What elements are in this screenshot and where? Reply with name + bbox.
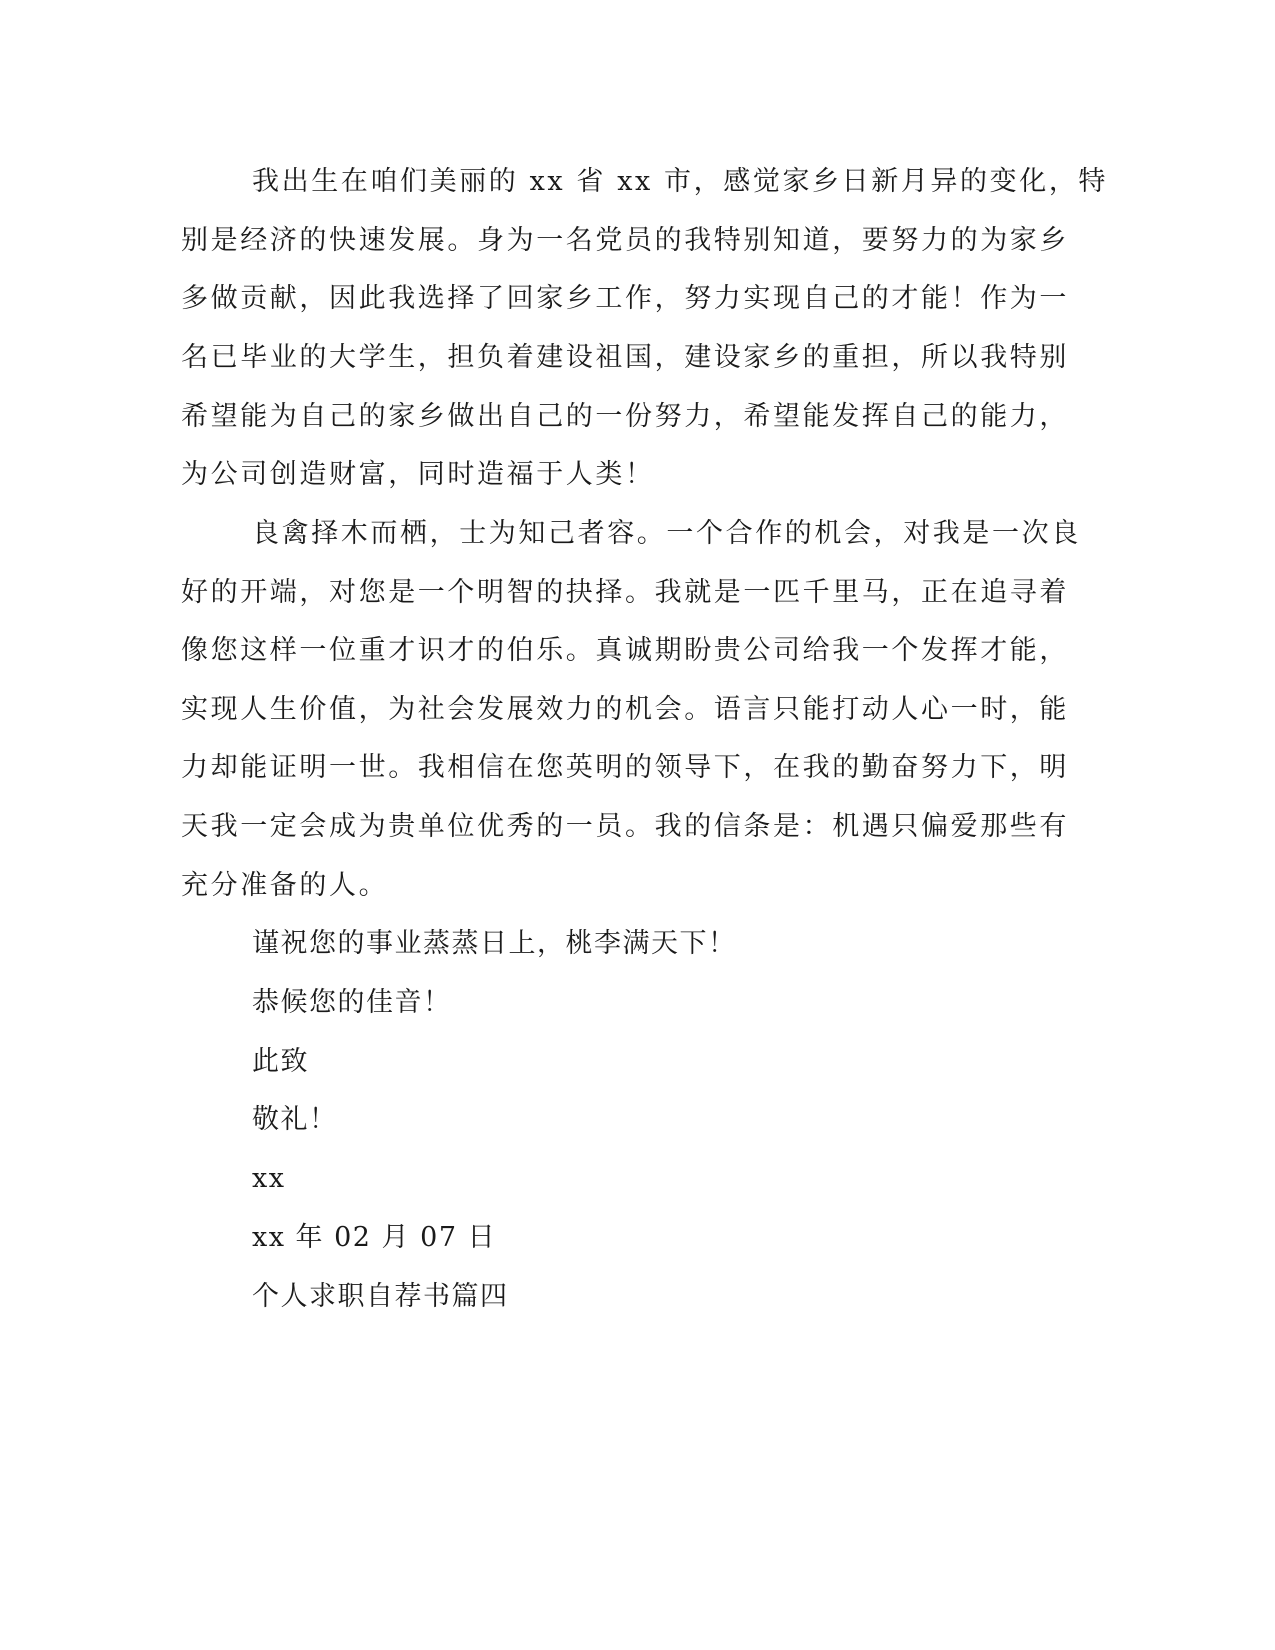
paragraph-2-line-4: 实现人生价值，为社会发展效力的机会。语言只能打动人心一时，能: [181, 694, 1069, 725]
salutation-1: 此致: [252, 1046, 309, 1077]
closing-await: 恭候您的佳音！: [252, 987, 452, 1018]
salutation-2: 敬礼！: [252, 1104, 338, 1135]
paragraph-1-line-6: 为公司创造财富，同时造福于人类！: [181, 459, 655, 490]
paragraph-2-line-5: 力却能证明一世。我相信在您英明的领导下，在我的勤奋努力下，明: [181, 752, 1069, 783]
paragraph-1-line-5: 希望能为自己的家乡做出自己的一份努力，希望能发挥自己的能力，: [181, 401, 1069, 432]
next-section-title: 个人求职自荐书篇四: [252, 1281, 509, 1312]
paragraph-1-line-4: 名已毕业的大学生，担负着建设祖国，建设家乡的重担，所以我特别: [181, 342, 1069, 373]
paragraph-2-line-7: 充分准备的人。: [181, 870, 389, 901]
date: xx 年 02 月 07 日: [252, 1222, 497, 1253]
closing-wish: 谨祝您的事业蒸蒸日上，桃李满天下！: [252, 928, 737, 959]
paragraph-2-line-2: 好的开端，对您是一个明智的抉择。我就是一匹千里马，正在追寻着: [181, 577, 1069, 608]
paragraph-1-line-1: 我出生在咱们美丽的 xx 省 xx 市，感觉家乡日新月异的变化，特: [252, 166, 1109, 197]
paragraph-1-line-3: 多做贡献，因此我选择了回家乡工作，努力实现自己的才能！作为一: [181, 283, 1069, 314]
paragraph-2-line-6: 天我一定会成为贵单位优秀的一员。我的信条是：机遇只偏爱那些有: [181, 811, 1069, 842]
paragraph-1-line-2: 别是经济的快速发展。身为一名党员的我特别知道，要努力的为家乡: [181, 225, 1069, 256]
paragraph-2-line-1: 良禽择木而栖，士为知己者容。一个合作的机会，对我是一次良: [252, 518, 1081, 549]
signature: xx: [252, 1163, 286, 1194]
paragraph-2-line-3: 像您这样一位重才识才的伯乐。真诚期盼贵公司给我一个发挥才能，: [181, 635, 1069, 666]
